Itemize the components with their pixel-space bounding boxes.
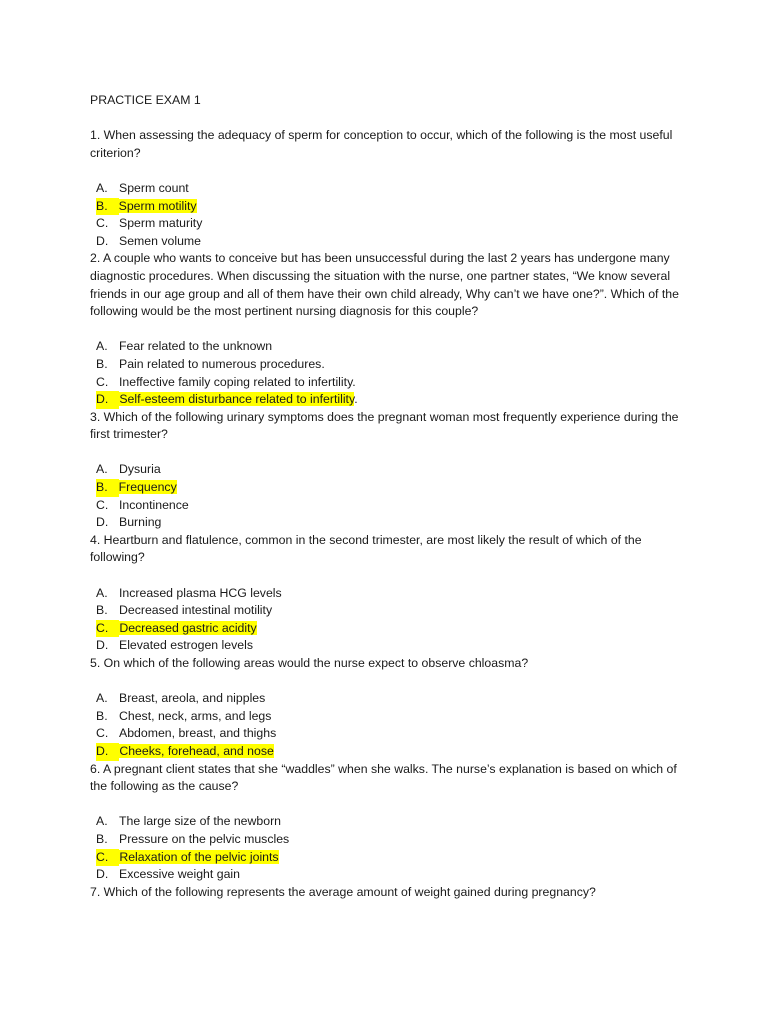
answer-option-highlighted [90, 391, 690, 409]
option-letter: D. [96, 638, 109, 653]
option-text-wrap [119, 866, 240, 884]
option-text-wrap [119, 356, 325, 374]
answer-option [90, 602, 690, 620]
answer-option [90, 338, 690, 356]
option-text: Relaxation of the pelvic joints [119, 849, 279, 864]
answer-options [90, 813, 690, 883]
question-stem: 1. When assessing the adequacy of sperm for conception to occur, which of the following is the most useful criterion? [90, 128, 673, 160]
option-text-wrap [119, 620, 256, 638]
answer-option [90, 514, 690, 532]
answer-option [90, 180, 690, 198]
option-letter: B. [96, 603, 108, 618]
option-text: Sperm count [119, 180, 189, 195]
answer-options [90, 690, 690, 760]
answer-option [90, 461, 690, 479]
answer-option-highlighted [90, 479, 690, 497]
option-text: Pain related to numerous procedures. [119, 356, 325, 371]
question-stem: 3. Which of the following urinary symptoms does the pregnant woman most frequently experience during the first trimester? [90, 409, 679, 442]
option-text-wrap [119, 690, 265, 708]
option-text-wrap [119, 215, 202, 233]
option-text: Sperm motility [118, 198, 197, 213]
option-letter: B. [96, 708, 108, 723]
answer-options [90, 338, 690, 408]
option-text-wrap [119, 461, 161, 479]
option-text: Semen volume [119, 233, 202, 248]
answer-option [90, 585, 690, 603]
option-text: Breast, areola, and nipples [119, 691, 266, 706]
option-text: Ineffective family coping related to infertility. [119, 374, 356, 389]
question-3 [90, 409, 690, 532]
answer-option [90, 637, 690, 655]
option-text-wrap [119, 585, 282, 603]
option-letter: B. [96, 198, 119, 216]
question-4 [90, 532, 690, 655]
answer-option [90, 866, 690, 884]
option-text: Incontinence [119, 497, 189, 512]
option-text-wrap [119, 198, 197, 216]
option-letter: B. [96, 356, 108, 371]
option-text: Excessive weight gain [119, 867, 240, 882]
option-letter: C. [96, 726, 109, 741]
option-text: Decreased intestinal motility [119, 603, 273, 618]
option-text: Burning [119, 515, 162, 530]
answer-option [90, 831, 690, 849]
question-stem: 7. Which of the following represents the average amount of weight gained during pregnancy? [90, 884, 596, 899]
option-letter: C. [96, 620, 119, 638]
answer-option-highlighted [90, 620, 690, 638]
answer-options [90, 585, 690, 655]
option-letter: B. [96, 479, 119, 497]
option-text-wrap [119, 849, 278, 867]
option-text: Decreased gastric acidity [119, 620, 257, 635]
exam-page [90, 92, 690, 901]
option-letter: A. [96, 585, 108, 600]
answer-option [90, 708, 690, 726]
answer-option-highlighted [90, 198, 690, 216]
answer-option [90, 813, 690, 831]
answer-option [90, 233, 690, 251]
question-6 [90, 761, 690, 884]
option-text-wrap [119, 602, 272, 620]
option-letter: A. [96, 691, 108, 706]
option-text-wrap [119, 497, 189, 515]
answer-option [90, 497, 690, 515]
option-letter: D. [96, 867, 109, 882]
answer-option [90, 690, 690, 708]
answer-options [90, 461, 690, 531]
option-letter: A. [96, 814, 108, 829]
option-text-wrap [119, 479, 177, 497]
option-letter: D. [96, 233, 109, 248]
option-text: Abdomen, breast, and thighs [119, 726, 277, 741]
option-letter: D. [96, 391, 119, 409]
option-letter: D. [96, 743, 119, 761]
option-text: Dysuria [119, 462, 161, 477]
option-suffix: . [354, 392, 358, 407]
option-letter: C. [96, 497, 109, 512]
option-text-wrap [119, 813, 281, 831]
question-stem: 2. A couple who wants to conceive but has been unsuccessful during the last 2 years has undergone many diagnostic procedures. When discussing the situation with the nurse, one partner states, “We know several friends in our age group and all of them have their own child already, Why can’t we have one?”. Which of the following would be the most pertinent nursing diagnosis for this couple? [90, 251, 679, 319]
option-letter: B. [96, 831, 108, 846]
option-text-wrap [119, 831, 289, 849]
question-5 [90, 655, 690, 761]
option-text-wrap [119, 180, 189, 198]
option-text-wrap [119, 233, 201, 251]
answer-option [90, 215, 690, 233]
question-stem: 4. Heartburn and flatulence, common in the second trimester, are most likely the result of which of the following? [90, 532, 642, 565]
option-letter: A. [96, 180, 108, 195]
option-text-wrap [119, 637, 253, 655]
answer-option [90, 374, 690, 392]
option-text-wrap [119, 514, 161, 532]
option-text: Chest, neck, arms, and legs [119, 708, 272, 723]
question-2 [90, 250, 690, 408]
answer-option-highlighted [90, 849, 690, 867]
option-text-wrap [119, 725, 276, 743]
answer-options [90, 180, 690, 250]
option-text: Frequency [118, 480, 177, 495]
option-text-wrap [119, 374, 356, 392]
question-stem: 5. On which of the following areas would the nurse expect to observe chloasma? [90, 656, 529, 670]
page-title: PRACTICE EXAM 1 [90, 93, 201, 107]
option-text: Cheeks, forehead, and nose [119, 743, 274, 758]
option-text: Self-esteem disturbance related to infertility [119, 392, 355, 407]
option-text: Increased plasma HCG levels [119, 585, 282, 600]
question-list [90, 127, 690, 901]
option-text: The large size of the newborn [119, 814, 282, 829]
option-letter: A. [96, 339, 108, 354]
option-text: Sperm maturity [119, 216, 203, 231]
answer-option-highlighted [90, 743, 690, 761]
question-7 [90, 884, 690, 902]
option-text: Elevated estrogen levels [119, 638, 253, 653]
answer-option [90, 725, 690, 743]
option-letter: C. [96, 849, 119, 867]
option-letter: C. [96, 216, 109, 231]
question-stem: 6. A pregnant client states that she “waddles” when she walks. The nurse’s explanation is based on which of the following as the cause? [90, 761, 677, 794]
option-text: Fear related to the unknown [119, 339, 273, 354]
option-text: Pressure on the pelvic muscles [119, 831, 290, 846]
option-text-wrap [119, 708, 271, 726]
option-letter: D. [96, 515, 109, 530]
option-letter: C. [96, 374, 109, 389]
option-letter: A. [96, 462, 108, 477]
option-text-wrap [119, 338, 272, 356]
question-1 [90, 127, 690, 250]
option-text-wrap [119, 391, 357, 409]
option-text-wrap [119, 743, 274, 761]
answer-option [90, 356, 690, 374]
